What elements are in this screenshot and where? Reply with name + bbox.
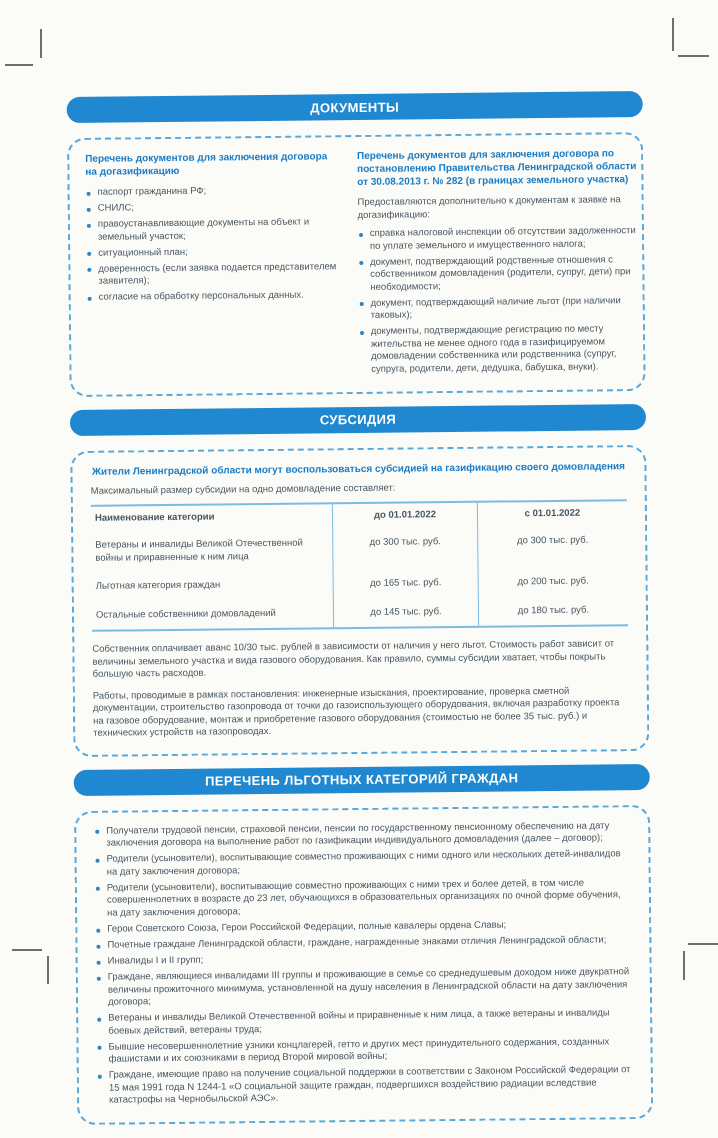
- table-cell: до 180 тыс. руб.: [478, 596, 628, 626]
- section-title: ПЕРЕЧЕНЬ ЛЬГОТНЫХ КАТЕГОРИЙ ГРАЖДАН: [205, 770, 519, 789]
- subsidy-table-intro: Максимальный размер субсидии на одно домовладение составляет:: [90, 482, 396, 497]
- table-cell: Льготная категория граждан: [95, 579, 221, 592]
- list-item: Родители (усыновители), воспитывающие совместно проживающих с ними трех и более детей, в том числе совершеннолетних в возрасте до 23 лет, обучающихся в образовательных организациях по очной форме обучения, на дату заключения договора;: [95, 877, 631, 920]
- documents-right-heading: Перечень документов для заключения договора по постановлению Правительства Ленинградской области от 30.08.2013 г. № 282 (в границах земельного участка): [356, 148, 637, 189]
- list-item: справка налоговой инспекции об отсутствии задолженности по уплате земельного и имущественного налога;: [358, 225, 644, 253]
- list-item: паспорт гражданина РФ;: [86, 184, 340, 199]
- subsidy-heading: Жители Ленинградской области могут воспользоваться субсидией на газификацию своего домовладения: [91, 461, 626, 478]
- section-title: ДОКУМЕНТЫ: [310, 99, 400, 115]
- list-item: СНИЛС;: [86, 200, 340, 215]
- table-cell: Остальные собственники домовладений: [95, 607, 276, 621]
- list-item: Получатели трудовой пенсии, страховой пенсии, пенсии по государственному пенсионному обеспечению на дату заключения договора на выполнение работ по газификации индивидуального домовладения (далее – договор);: [94, 820, 630, 851]
- table-cell: до 165 тыс. руб.: [333, 569, 478, 599]
- list-item: Герои Советского Союза, Герои Российской Федерации, полные кавалеры ордена Славы;: [95, 918, 631, 936]
- section-header-categories: [74, 764, 650, 796]
- categories-list: [94, 820, 633, 1108]
- subsidy-paragraph: Собственник оплачивает аванс 10/30 тыс. рублей в зависимости от наличия у него льгот. Стоимость работ зависит от величины земельного участка и вида газового оборудования. Как правило, суммы субсидии хватает, чтобы покрыть большую часть расходов.: [92, 638, 615, 680]
- table-cell: Ветераны и инвалиды Великой Отечественной войны и приравненные к ним лица: [95, 537, 303, 564]
- section-header-subsidy: [70, 404, 646, 436]
- table-cell: до 200 тыс. руб.: [477, 567, 627, 597]
- documents-right-list: [358, 225, 646, 376]
- list-item: Граждане, являющиеся инвалидами III группы и проживающие в семье со среднедушевым доходом ниже двукратной величины прожиточного минимума, установленной на душу населения в Ленинградской области на дату заключения договора;: [96, 966, 632, 1009]
- list-item: Бывшие несовершеннолетние узники концлагерей, гетто и других мест принудительного содержания, созданных фашистами и их союзниками в период Второй мировой войны;: [96, 1036, 632, 1067]
- list-item: Граждане, имеющие право на получение социальной поддержки в соответствии с Законом Российской Федерации от 15 мая 1991 года N 1244-1 «О социальной защите граждан, подвергшихся воздействию радиации вследствие катастрофы на Чернобыльской АЭС».: [97, 1065, 633, 1108]
- list-item: ситуационный план;: [86, 245, 340, 260]
- section-title: СУБСИДИЯ: [319, 412, 397, 428]
- table-header-from-2022: с 01.01.2022: [477, 502, 627, 528]
- table-header-before-2022: до 01.01.2022: [332, 503, 477, 529]
- documents-left-heading: Перечень документов для заключения договора на догазификацию: [85, 151, 328, 178]
- documents-right-column: [357, 147, 646, 380]
- scanned-leaflet: [67, 91, 654, 1138]
- documents-box: [67, 132, 646, 397]
- crop-mark-bottom-right-vertical: [683, 951, 685, 980]
- crop-mark-bottom-right-horizontal: [688, 943, 718, 945]
- table-cell: до 300 тыс. руб.: [477, 526, 627, 569]
- list-item: Инвалиды I и II групп;: [96, 950, 632, 968]
- crop-mark-top-right-vertical: [672, 18, 674, 51]
- list-item: Почетные граждане Ленинградской области, граждане, награжденные знаками отличия Ленинградской области;: [95, 934, 631, 952]
- table-header-category: Наименование категории: [94, 511, 215, 525]
- crop-mark-top-right-horizontal: [678, 55, 709, 57]
- list-item: согласие на обработку персональных данных.: [87, 289, 341, 304]
- table-cell: до 300 тыс. руб.: [332, 528, 477, 571]
- documents-left-list: [86, 184, 341, 304]
- section-header-documents: [67, 91, 643, 123]
- list-item: документ, подтверждающий родственные отношения с собственником домовладения (родители, супруг, дети) при необходимости;: [358, 254, 645, 295]
- subsidy-table: [91, 500, 628, 632]
- categories-box: [74, 805, 653, 1126]
- list-item: Ветераны и инвалиды Великой Отечественной войны и приравненные к ним лица, а также ветераны и инвалиды боевых действий, ветераны труда;: [96, 1007, 632, 1038]
- crop-mark-top-left-horizontal: [5, 64, 33, 66]
- list-item: правоустанавливающие документы на объект и земельный участок;: [86, 216, 340, 244]
- crop-mark-bottom-left-vertical: [47, 956, 49, 984]
- crop-mark-top-left-vertical: [40, 29, 42, 58]
- documents-right-intro: Предоставляются дополнительно к документам к заявке на догазификацию:: [357, 194, 621, 221]
- list-item: документы, подтверждающие регистрацию по месту жительства не менее одного года в газифицируемом домовладении собственника или родственника (супруг, супруга, родители, дети, дедушка, бабушка, внуки).: [359, 323, 646, 376]
- documents-left-column: [85, 150, 341, 383]
- list-item: доверенность (если заявка подается представителем заявителя);: [86, 261, 340, 289]
- list-item: Родители (усыновители), воспитывающие совместно проживающих с ними одного или нескольких детей-инвалидов на дату заключения договора;: [94, 849, 630, 880]
- crop-mark-bottom-left-horizontal: [12, 949, 42, 951]
- list-item: документ, подтверждающий наличие льгот (при наличии таковых);: [358, 295, 644, 323]
- subsidy-box: [70, 445, 649, 757]
- subsidy-paragraph: Работы, проводимые в рамках постановления: инженерные изыскания, проектирование, проверка сметной документации, строительство газопровода от точки до газоиспользующего оборудования, включая разработку проекта на газовое оборудование, монтаж и приобретение газового оборудования (стоимостью не более 35 тыс. руб.) и технических устройств на газопроводах.: [92, 685, 620, 740]
- table-cell: до 145 тыс. руб.: [333, 597, 478, 627]
